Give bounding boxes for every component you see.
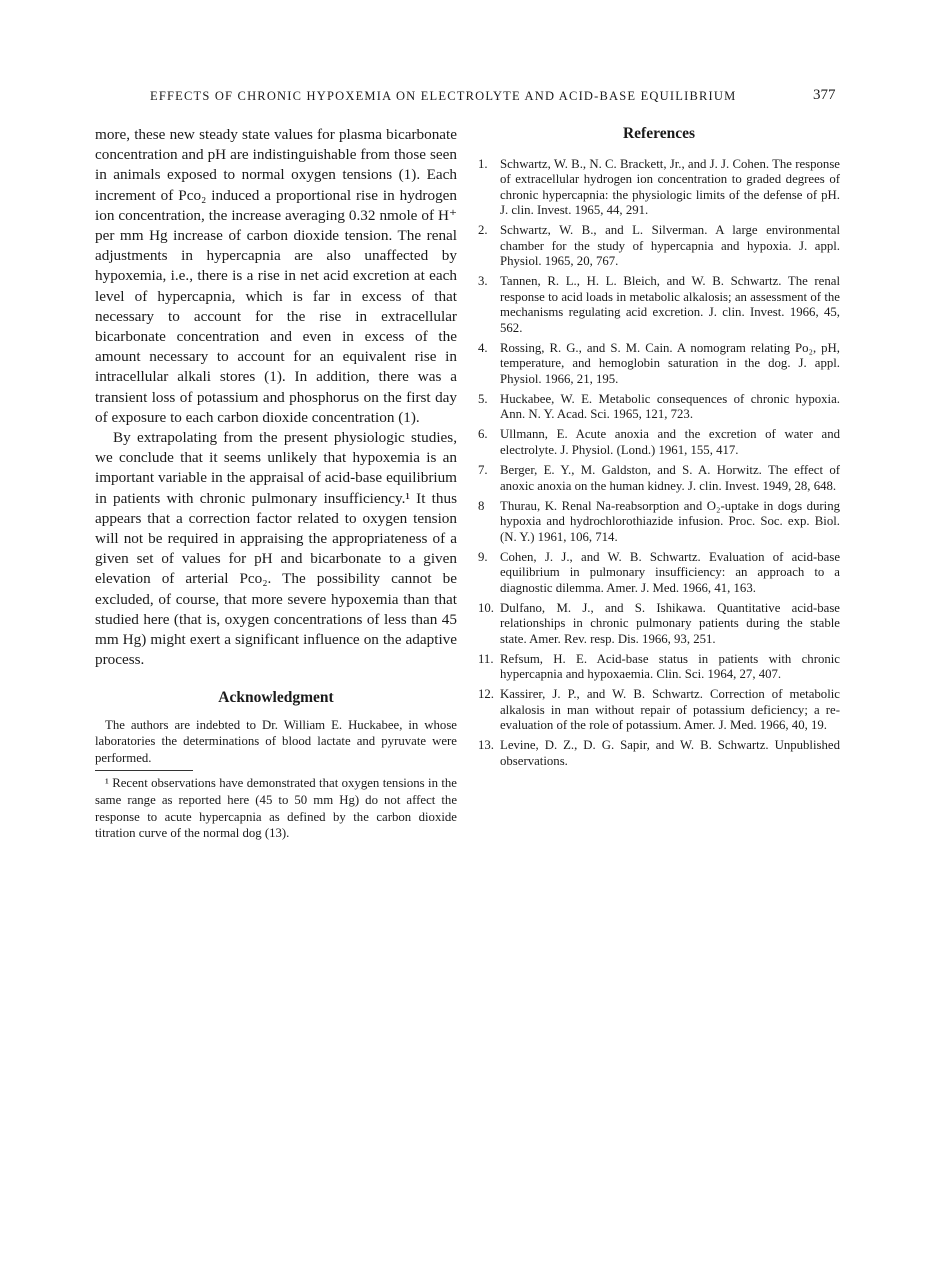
reference-item: [478, 652, 840, 683]
reference-item: [478, 392, 840, 423]
running-head: EFFECTS OF CHRONIC HYPOXEMIA ON ELECTROLYTE AND ACID-BASE EQUILIBRIUM: [150, 89, 737, 103]
reference-text: Schwartz, W. B., N. C. Brackett, Jr., and J. J. Cohen. The response of extracellular hydrogen ion concentration to graded degrees of chronic hypercapnia: the physiologic limits of the defense of pH. J. clin. Invest. 1965, 44, 291.: [500, 157, 840, 218]
reference-item: [478, 463, 840, 494]
reference-text: Ullmann, E. Acute anoxia and the excretion of water and electrolyte. J. Physiol. (Lond.) 1961, 155, 417.: [500, 427, 840, 457]
reference-number: 11.: [478, 651, 494, 666]
reference-item: [478, 499, 840, 545]
reference-number: 3.: [478, 274, 488, 289]
reference-item: [478, 687, 840, 733]
reference-text: Kassirer, J. P., and W. B. Schwartz. Correction of metabolic alkalosis in man without repair of potassium deficiency; a re-evaluation of the role of potassium. Amer. J. Med. 1966, 40, 19.: [500, 687, 840, 733]
reference-number: 9.: [478, 549, 488, 564]
right-column: [478, 125, 840, 774]
reference-number: 10.: [478, 600, 494, 615]
footnote-rule: [95, 770, 193, 771]
reference-text: Schwartz, W. B., and L. Silverman. A large environmental chamber for the study of hypercapnia and hypoxia. J. appl. Physiol. 1965, 20, 767.: [500, 223, 840, 269]
reference-list: [478, 157, 840, 769]
reference-item: [478, 738, 840, 769]
acknowledgment-text: The authors are indebted to Dr. William E. Huckabee, in whose laboratories the determinations of blood lactate and pyruvate were performed.: [95, 717, 457, 766]
reference-item: [478, 157, 840, 219]
reference-text: Refsum, H. E. Acid-base status in patients with chronic hypercapnia and hypoxaemia. Clin. Sci. 1964, 27, 407.: [500, 651, 840, 682]
reference-text: Rossing, R. G., and S. M. Cain. A nomogram relating Po₂, pH, temperature, and hemoglobin saturation in the dog. J. appl. Physiol. 1966, 21, 195.: [500, 340, 840, 386]
reference-item: [478, 601, 840, 647]
reference-number: 8: [478, 498, 485, 513]
reference-item: [478, 550, 840, 596]
reference-number: 4.: [478, 340, 488, 355]
reference-number: 6.: [478, 427, 488, 442]
reference-text: Dulfano, M. J., and S. Ishikawa. Quantitative acid-base relationships in chronic pulmonary patients during the stable state. Amer. Rev. resp. Dis. 1966, 93, 251.: [500, 600, 840, 646]
reference-text: Berger, E. Y., M. Galdston, and S. A. Horwitz. The effect of anoxic anoxia on the human kidney. J. clin. Invest. 1949, 28, 648.: [500, 463, 840, 493]
reference-text: Thurau, K. Renal Na-reabsorption and O₂-uptake in dogs during hypoxia and hydrochlorothiazide infusion. Proc. Soc. exp. Biol. (N. Y.) 1961, 106, 714.: [500, 498, 840, 544]
references-heading: References: [622, 125, 695, 142]
reference-number: 7.: [478, 463, 488, 478]
body-paragraph: By extrapolating from the present physiologic studies, we conclude that it seems unlikely that hypoxemia is an important variable in the appraisal of acid-base equilibrium in patients with chronic pulmonary insufficiency.¹ It thus appears that a correction factor related to oxygen tension will not be required in appraising the appropriateness of a given set of values for pH and bicarbonate to a given elevation of arterial Pco₂. The possibility cannot be excluded, of course, that more severe hypoxemia than that studied here (that is, oxygen concentrations of less than 45 mm Hg) might exert a significant influence on the adaptive process.: [95, 429, 457, 669]
footnote: ¹ Recent observations have demonstrated that oxygen tensions in the same range as reported here (45 to 50 mm Hg) do not affect the response to acute hypercapnia as defined by the carbon dioxide titration curve of the normal dog (13).: [95, 776, 457, 841]
reference-text: Cohen, J. J., and W. B. Schwartz. Evaluation of acid-base equilibrium in pulmonary insufficiency: an approach to a diagnostic dilemma. Amer. J. Med. 1966, 41, 163.: [500, 549, 840, 595]
reference-text: Levine, D. Z., D. G. Sapir, and W. B. Schwartz. Unpublished observations.: [500, 738, 840, 768]
reference-item: [478, 341, 840, 387]
reference-number: 12.: [478, 687, 494, 702]
reference-text: Huckabee, W. E. Metabolic consequences of chronic hypoxia. Ann. N. Y. Acad. Sci. 1965, 121, 723.: [500, 391, 840, 422]
left-column: [95, 125, 457, 842]
reference-text: Tannen, R. L., H. L. Bleich, and W. B. Schwartz. The renal response to acid loads in metabolic alkalosis; an assessment of the mechanisms regulating acid excretion. J. clin. Invest. 1966, 45, 562.: [500, 274, 840, 335]
acknowledgment-heading: Acknowledgment: [218, 689, 334, 707]
reference-number: 13.: [478, 738, 494, 753]
reference-number: 2.: [478, 223, 488, 238]
reference-number: 5.: [478, 391, 488, 406]
page-number: 377: [813, 87, 836, 103]
reference-item: [478, 274, 840, 336]
reference-number: 1.: [478, 157, 488, 171]
reference-item: [478, 427, 840, 458]
body-paragraph: more, these new steady state values for plasma bicarbonate concentration and pH are indistinguishable from those seen in animals exposed to normal oxygen tensions (1). Each increment of Pco₂ induced a proportional rise in hydrogen ion concentration, the increase averaging 0.32 nmole of H⁺ per mm Hg increase of carbon dioxide tension. The renal adjustments in hypercapnia are also unaffected by hypoxemia, i.e., there is a rise in net acid excretion at each level of hypercapnia, which is far in excess of that necessary to account for the rise in extracellular bicarbonate concentration and even in excess of the amount necessary to account for an equivalent rise in intracellular alkali stores (1). In addition, there was a transient loss of potassium and phosphorus on the first day of exposure to each carbon dioxide concentration (1).: [95, 126, 457, 426]
reference-item: [478, 223, 840, 269]
